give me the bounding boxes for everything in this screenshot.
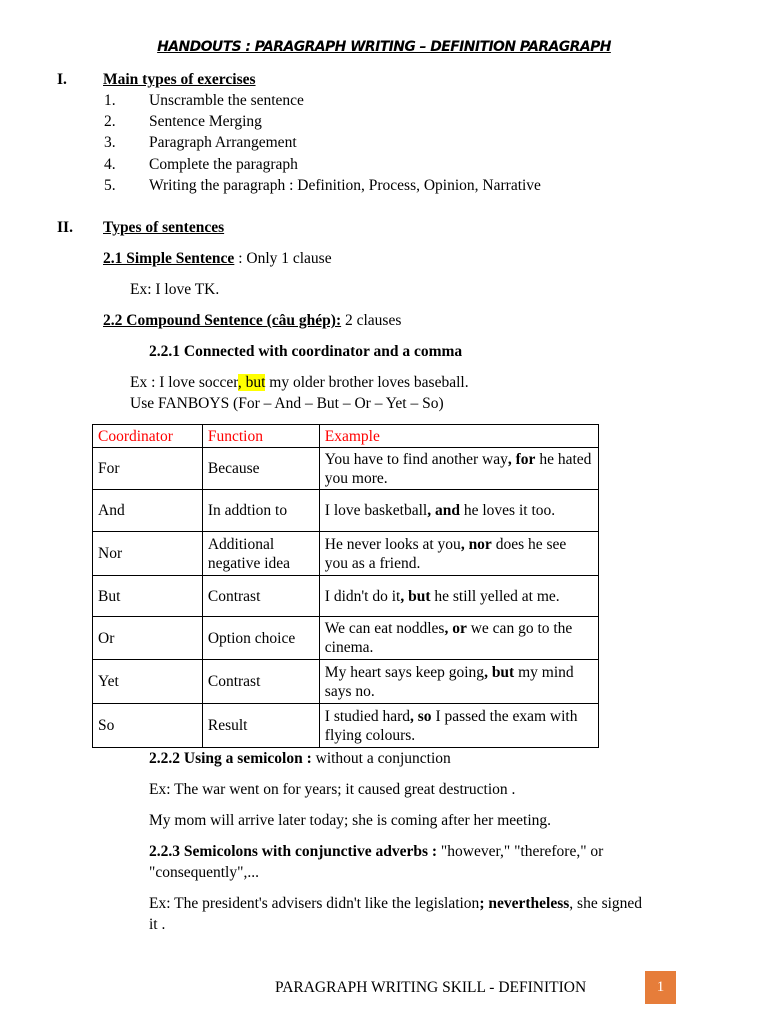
example-post: does he see you as a friend.	[324, 535, 567, 572]
table-row	[93, 660, 599, 704]
example-pre: I love basketball	[324, 502, 428, 519]
highlighted-text: , but	[237, 374, 266, 391]
compound-sentence-label: 2.2 Compound Sentence (câu ghép):	[103, 312, 342, 329]
section2-number: II.	[57, 219, 73, 236]
example-pre: My heart says keep going	[324, 663, 485, 681]
coordinator-cell: For	[93, 448, 203, 490]
example-post: he hated you more.	[324, 450, 592, 487]
list-item: Unscramble the sentence	[149, 92, 304, 109]
page-number: 1	[645, 971, 676, 1004]
table-row	[93, 617, 599, 660]
coordinator-cell: Yet	[93, 660, 203, 704]
semicolon-example-2: My mom will arrive later today; she is coming after her meeting.	[149, 812, 552, 829]
example-pre: He never looks at you	[324, 535, 461, 553]
list-item: Complete the paragraph	[149, 156, 298, 173]
example-pre: I studied hard	[324, 707, 411, 725]
coordinator-cell: So	[93, 704, 203, 748]
example-post: he loves it too.	[459, 502, 556, 519]
simple-sentence-example: Ex: I love TK.	[130, 281, 220, 298]
page-title: HANDOUTS : PARAGRAPH WRITING – DEFINITION PARAGRAPH	[157, 39, 611, 55]
list-item-number: 3.	[104, 134, 116, 151]
table-row	[93, 576, 599, 617]
example-cell	[319, 490, 598, 532]
list-item-number: 5.	[104, 177, 116, 194]
example-cell	[319, 448, 598, 490]
table-row	[93, 448, 599, 490]
conjunctive-line-1	[149, 843, 603, 861]
conjunctive-example-pre: Ex: The president's advisers didn't like the legislation	[149, 895, 480, 912]
example-post: we can go to the cinema.	[324, 620, 573, 656]
example-post: he still yelled at me.	[430, 587, 560, 605]
example-cell	[319, 532, 598, 576]
table-row	[93, 532, 599, 576]
column-header: Example	[319, 425, 598, 448]
list-item: Paragraph Arrangement	[149, 134, 297, 151]
compound-example-pre: Ex : I love soccer	[130, 374, 238, 391]
example-cell	[319, 704, 598, 748]
column-header: Coordinator	[93, 425, 203, 448]
example-bold: , nor	[460, 535, 492, 553]
example-cell	[319, 660, 598, 704]
compound-example-post: my older brother loves baseball.	[265, 374, 469, 391]
footer-text: PARAGRAPH WRITING SKILL - DEFINITION	[275, 979, 587, 996]
function-cell: Contrast	[202, 576, 319, 617]
example-bold: , but	[484, 663, 515, 681]
table-row	[93, 490, 599, 532]
example-post: I passed the exam with flying colours.	[324, 707, 578, 744]
compound-example	[130, 374, 469, 392]
function-cell: Result	[202, 704, 319, 748]
coordinator-cell: Or	[93, 617, 203, 660]
example-bold: , but	[400, 587, 431, 605]
example-cell	[319, 617, 598, 660]
function-cell: Contrast	[202, 660, 319, 704]
example-bold: , or	[444, 620, 467, 637]
example-cell	[319, 576, 598, 617]
semicolon-line	[149, 750, 451, 768]
column-header: Function	[202, 425, 319, 448]
section1-number: I.	[57, 71, 67, 88]
coordinator-cell: And	[93, 490, 203, 532]
conjunctive-line-2: "consequently",...	[149, 864, 259, 881]
semicolon-desc: without a conjunction	[311, 750, 451, 767]
coordinator-cell: But	[93, 576, 203, 617]
example-pre: You have to find another way	[324, 450, 508, 468]
function-cell: Because	[202, 448, 319, 490]
conjunctive-example-post: , she signed	[569, 895, 643, 912]
compound-sentence-desc: 2 clauses	[341, 312, 402, 329]
example-bold: , so	[410, 707, 432, 725]
conjunctive-example	[149, 895, 642, 913]
semicolon-example-1: Ex: The war went on for years; it caused great destruction .	[149, 781, 516, 798]
example-bold: , and	[427, 502, 460, 519]
example-pre: I didn't do it	[324, 587, 401, 605]
subheading-2-2-2: 2.2.2 Using a semicolon :	[149, 750, 312, 767]
simple-sentence-label: 2.1 Simple Sentence	[103, 250, 235, 267]
conjunctive-example-bold: ; nevertheless	[479, 895, 570, 912]
table-row	[93, 704, 599, 748]
function-cell: Option choice	[202, 617, 319, 660]
compound-sentence-line	[103, 312, 401, 330]
simple-sentence-desc: : Only 1 clause	[234, 250, 332, 267]
list-item: Sentence Merging	[149, 113, 262, 130]
fanboys-line: Use FANBOYS (For – And – But – Or – Yet – So)	[130, 395, 444, 412]
list-item-number: 1.	[104, 92, 116, 109]
conjunctive-example-line-2: it .	[149, 916, 166, 933]
section1-heading: Main types of exercises	[103, 71, 256, 88]
function-cell: Additional negative idea	[202, 532, 319, 576]
subheading-2-2-1: 2.2.1 Connected with coordinator and a comma	[149, 343, 463, 360]
example-bold: , for	[507, 450, 536, 468]
example-pre: We can eat noddles	[324, 620, 445, 637]
table-header-row	[93, 425, 599, 448]
conjunctive-desc: "however," "therefore," or	[437, 843, 604, 860]
coordinator-cell: Nor	[93, 532, 203, 576]
function-cell: In addtion to	[202, 490, 319, 532]
section2-heading: Types of sentences	[103, 219, 225, 236]
fanboys-table	[92, 424, 599, 748]
list-item: Writing the paragraph : Definition, Process, Opinion, Narrative	[149, 177, 541, 194]
list-item-number: 4.	[104, 156, 116, 173]
example-post: my mind says no.	[324, 663, 574, 700]
list-item-number: 2.	[104, 113, 116, 130]
simple-sentence-line	[103, 250, 332, 268]
subheading-2-2-3: 2.2.3 Semicolons with conjunctive adverbs :	[149, 843, 438, 860]
